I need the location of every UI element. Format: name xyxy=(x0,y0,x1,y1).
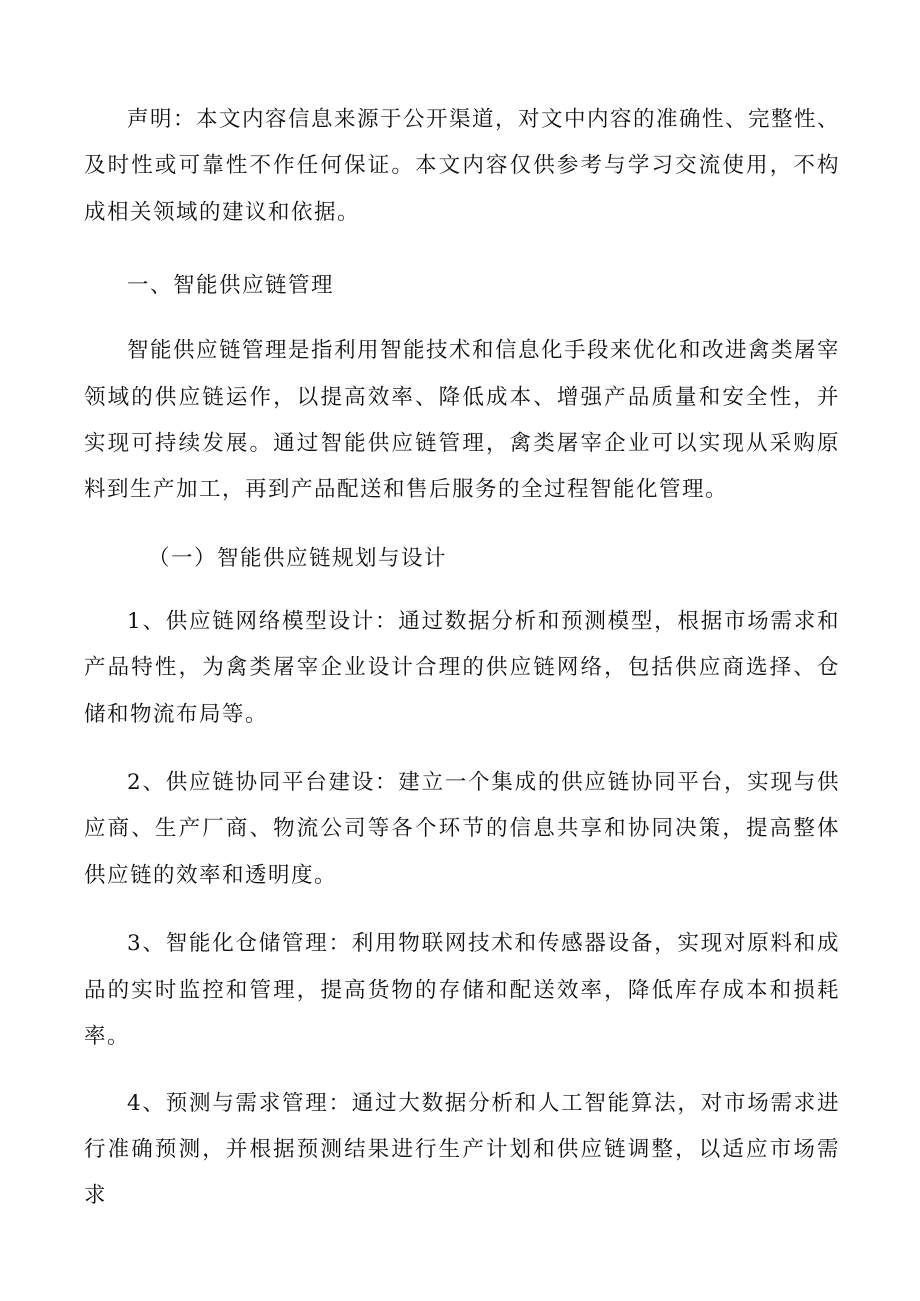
subsection-heading: （一）智能供应链规划与设计 xyxy=(148,545,448,571)
list-item-1: 1、供应链网络模型设计：通过数据分析和预测模型，根据市场需求和产品特性，为禽类屠宰企业设计合理的供应链网络，包括供应商选择、仓储和物流布局等。 xyxy=(84,608,840,727)
disclaimer-paragraph: 声明：本文内容信息来源于公开渠道，对文中内容的准确性、完整性、及时性或可靠性不作任何保证。本文内容仅供参考与学习交流使用，不构成相关领域的建议和依据。 xyxy=(84,107,841,225)
list-item-2: 2、供应链协同平台建设：建立一个集成的供应链协同平台，实现与供应商、生产厂商、物流公司等各个环节的信息共享和协同决策，提高整体供应链的效率和透明度。 xyxy=(84,770,840,888)
list-item-4: 4、预测与需求管理：通过大数据分析和人工智能算法，对市场需求进行准确预测，并根据预测结果进行生产计划和供应链调整，以适应市场需求 xyxy=(84,1090,840,1209)
intro-paragraph: 智能供应链管理是指利用智能技术和信息化手段来优化和改进禽类屠宰领域的供应链运作，以提高效率、降低成本、增强产品质量和安全性，并实现可持续发展。通过智能供应链管理，禽类屠宰企业可以实现从采购原料到生产加工，再到产品配送和售后服务的全过程智能化管理。 xyxy=(84,338,841,503)
section-heading: 一、智能供应链管理 xyxy=(127,273,335,299)
list-item-3: 3、智能化仓储管理：利用物联网技术和传感器设备，实现对原料和成品的实时监控和管理，提高货物的存储和配送效率，降低库存成本和损耗率。 xyxy=(84,931,840,1050)
document-page xyxy=(84,97,840,1220)
